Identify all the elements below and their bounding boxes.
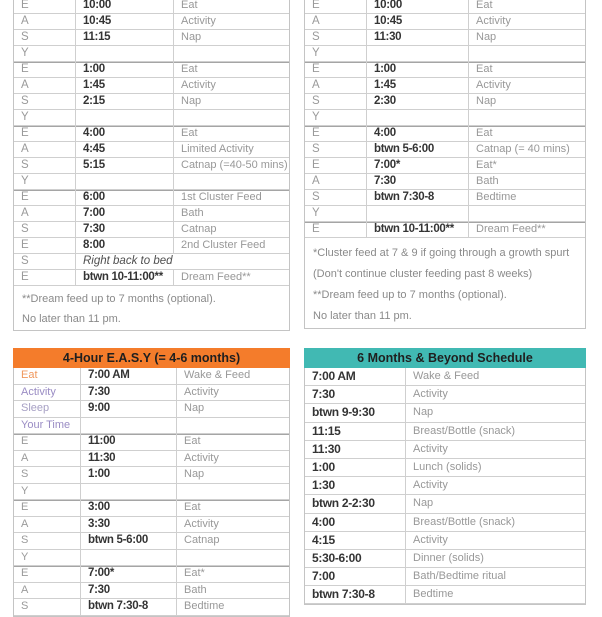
time-cell: btwn 9-9:30 xyxy=(305,404,406,421)
easy-label-cell: E xyxy=(305,126,367,141)
schedule-row xyxy=(305,78,585,94)
table-header-6months-beyond: 6 Months & Beyond Schedule xyxy=(304,348,586,368)
schedule-row xyxy=(305,110,585,126)
activity-cell: Activity xyxy=(181,15,216,27)
activity-cell: Activity xyxy=(476,79,511,91)
easy-label-cell: A xyxy=(305,174,367,189)
schedule-row xyxy=(14,190,289,206)
schedule-row xyxy=(14,14,289,30)
time-cell xyxy=(76,110,174,125)
schedule-row xyxy=(305,174,585,190)
time-cell: 11:00 xyxy=(81,434,177,450)
activity-cell: Catnap (=40-50 mins) xyxy=(181,159,288,171)
activity-cell: Bath xyxy=(181,207,204,219)
schedule-row xyxy=(14,583,289,600)
schedule-row xyxy=(305,586,585,604)
time-cell: Right back to bed xyxy=(83,255,173,267)
bottom-right-rows xyxy=(304,368,586,605)
bottom-left-rows xyxy=(13,368,290,617)
schedule-row xyxy=(305,94,585,110)
activity-cell: Eat xyxy=(476,127,493,139)
footnote-line: *Cluster feed at 7 & 9 if going through a growth spurt xyxy=(313,247,570,259)
easy-label-cell: S xyxy=(305,142,367,157)
time-cell xyxy=(81,484,177,500)
activity-cell: Eat xyxy=(181,0,198,11)
schedule-row xyxy=(14,158,289,174)
easy-label-cell: S xyxy=(305,30,367,45)
activity-cell: Dream Feed** xyxy=(476,223,546,235)
time-cell xyxy=(367,46,469,61)
easy-label-cell: E xyxy=(14,0,76,13)
table-4hour-easy xyxy=(13,348,290,617)
easy-label-cell: Eat xyxy=(14,368,81,384)
time-cell: btwn 10-11:00** xyxy=(367,222,469,237)
easy-label-cell: A xyxy=(14,451,81,467)
easy-label-cell: Y xyxy=(305,206,367,221)
time-cell xyxy=(76,46,174,61)
time-cell: 9:00 xyxy=(81,401,177,417)
activity-cell: 2nd Cluster Feed xyxy=(181,239,266,251)
activity-cell: Activity xyxy=(476,15,511,27)
time-cell: 7:30 xyxy=(367,174,469,189)
easy-label-cell: E xyxy=(14,190,76,205)
easy-label-cell: E xyxy=(14,434,81,450)
schedule-row xyxy=(305,206,585,222)
time-cell: 1:45 xyxy=(367,78,469,93)
schedule-row xyxy=(14,401,289,418)
schedule-row xyxy=(14,467,289,484)
time-cell: 7:00* xyxy=(367,158,469,173)
table-top-left-easy xyxy=(13,0,290,331)
schedule-row xyxy=(14,94,289,110)
activity-cell: Bath xyxy=(184,583,207,596)
easy-label-cell: S xyxy=(14,222,76,237)
time-cell: 1:00 xyxy=(367,62,469,77)
easy-label-cell: E xyxy=(14,566,81,582)
time-cell: 1:45 xyxy=(76,78,174,93)
activity-cell: Nap xyxy=(184,468,205,480)
schedule-row xyxy=(14,78,289,94)
easy-label-cell: Y xyxy=(14,484,81,500)
time-cell: btwn 7:30-8 xyxy=(367,190,469,205)
easy-label-cell: A xyxy=(14,206,76,221)
schedule-row xyxy=(305,126,585,142)
activity-cell: Nap xyxy=(184,402,205,414)
time-cell: 4:00 xyxy=(305,514,406,531)
activity-cell: Dinner (solids) xyxy=(413,551,484,564)
time-cell: 10:00 xyxy=(367,0,469,13)
activity-cell: Breast/Bottle (snack) xyxy=(413,424,516,437)
schedule-row xyxy=(305,222,585,238)
schedule-row xyxy=(14,434,289,451)
time-cell: 10:00 xyxy=(76,0,174,13)
time-cell: btwn 7:30-8 xyxy=(81,599,177,615)
time-cell: 11:15 xyxy=(76,30,174,45)
easy-label-cell: S xyxy=(14,254,76,269)
time-cell: 11:30 xyxy=(305,441,406,458)
easy-label-cell: E xyxy=(14,62,76,77)
schedule-row xyxy=(14,206,289,222)
activity-cell: Activity xyxy=(413,442,448,455)
easy-label-cell: A xyxy=(305,14,367,29)
activity-cell: Catnap xyxy=(181,223,217,235)
schedule-row xyxy=(14,110,289,126)
schedule-row xyxy=(305,14,585,30)
table-6months-beyond xyxy=(304,348,586,605)
schedule-row xyxy=(14,484,289,501)
schedule-row xyxy=(305,368,585,386)
schedule-row xyxy=(305,46,585,62)
schedule-row xyxy=(14,451,289,468)
time-cell: 10:45 xyxy=(76,14,174,29)
activity-cell xyxy=(469,110,585,125)
activity-cell: Eat xyxy=(181,127,198,139)
schedule-row xyxy=(305,550,585,568)
schedule-row xyxy=(14,126,289,142)
easy-label-cell: A xyxy=(14,14,76,29)
easy-label-cell: S xyxy=(14,599,81,615)
schedule-row xyxy=(14,270,289,286)
activity-cell: Eat xyxy=(476,0,493,11)
top-right-footnotes xyxy=(305,238,585,328)
time-cell: 5:15 xyxy=(76,158,174,173)
activity-cell xyxy=(177,418,289,434)
activity-cell: Catnap xyxy=(184,534,220,546)
activity-cell: Nap xyxy=(181,31,202,43)
schedule-row xyxy=(14,533,289,550)
activity-cell: Activity xyxy=(184,385,219,398)
activity-cell: Eat* xyxy=(184,567,205,579)
activity-cell: Breast/Bottle (snack) xyxy=(413,515,516,528)
easy-label-cell: S xyxy=(305,94,367,109)
activity-cell: Bedtime xyxy=(184,600,225,612)
time-cell: 1:30 xyxy=(305,477,406,494)
easy-label-cell: A xyxy=(305,78,367,93)
activity-cell: Activity xyxy=(184,451,219,464)
schedule-row xyxy=(14,599,289,616)
activity-cell xyxy=(174,174,289,189)
footnote-line: No later than 11 pm. xyxy=(22,313,121,325)
activity-cell: Activity xyxy=(413,533,448,546)
schedule-row xyxy=(14,30,289,46)
easy-label-cell: E xyxy=(14,500,81,516)
activity-cell: Eat* xyxy=(476,159,497,171)
easy-label-cell: E xyxy=(305,0,367,13)
activity-cell: Nap xyxy=(181,95,202,107)
time-cell: 6:00 xyxy=(76,190,174,205)
easy-label-cell: S xyxy=(305,190,367,205)
time-cell: 3:30 xyxy=(81,517,177,533)
time-cell: 11:30 xyxy=(367,30,469,45)
schedule-row xyxy=(305,532,585,550)
footnote-line: No later than 11 pm. xyxy=(313,310,412,322)
activity-cell: Wake & Feed xyxy=(413,370,480,382)
activity-cell: Nap xyxy=(413,406,434,419)
time-cell: btwn 2-2:30 xyxy=(305,495,406,512)
activity-cell xyxy=(469,46,585,61)
footnote-line: **Dream feed up to 7 months (optional). xyxy=(313,289,507,301)
time-cell: 1:00 xyxy=(81,467,177,483)
easy-label-cell: E xyxy=(14,238,76,253)
activity-cell: Catnap (= 40 mins) xyxy=(476,143,570,155)
easy-label-cell: Y xyxy=(14,174,76,189)
schedule-row xyxy=(14,0,289,14)
time-cell: 7:30 xyxy=(305,386,406,403)
activity-cell: Activity xyxy=(413,388,448,401)
activity-cell: Activity xyxy=(413,479,448,492)
table-header-4hour-easy: 4-Hour E.A.S.Y (= 4-6 months) xyxy=(13,348,290,368)
easy-label-cell: E xyxy=(305,158,367,173)
table-top-right-easy xyxy=(304,0,586,329)
time-cell: 7:00 xyxy=(305,568,406,585)
activity-cell: Dream Feed** xyxy=(181,271,251,283)
easy-label-cell: A xyxy=(14,583,81,599)
activity-cell: Nap xyxy=(476,95,497,107)
easy-label-cell: E xyxy=(14,270,76,285)
schedule-row xyxy=(14,500,289,517)
easy-label-cell: S xyxy=(14,533,81,549)
easy-label-cell: Your Time xyxy=(14,418,81,434)
footnote-line: **Dream feed up to 7 months (optional). xyxy=(22,293,216,305)
time-cell: btwn 5-6:00 xyxy=(367,142,469,157)
easy-label-cell: E xyxy=(14,126,76,141)
schedule-row xyxy=(14,142,289,158)
easy-label-cell: A xyxy=(14,517,81,533)
top-right-rows xyxy=(305,0,585,238)
schedule-row xyxy=(305,0,585,14)
activity-cell: Bath xyxy=(476,175,499,187)
activity-cell: Lunch (solids) xyxy=(413,460,482,473)
easy-label-cell: Y xyxy=(305,46,367,61)
schedule-row xyxy=(14,254,289,270)
time-cell: 10:45 xyxy=(367,14,469,29)
activity-cell: Bedtime xyxy=(476,191,517,203)
activity-cell: Eat xyxy=(184,435,201,447)
time-cell: 2:15 xyxy=(76,94,174,109)
time-cell: btwn 10-11:00** xyxy=(76,270,174,285)
activity-cell xyxy=(174,46,289,61)
activity-cell xyxy=(469,206,585,221)
schedule-row xyxy=(14,550,289,567)
time-cell: 4:15 xyxy=(305,532,406,549)
schedule-row xyxy=(14,174,289,190)
activity-cell: Bath/Bedtime ritual xyxy=(413,570,506,583)
activity-cell: Eat xyxy=(476,63,493,75)
time-cell: 7:00 AM xyxy=(305,368,406,385)
easy-label-cell: A xyxy=(14,142,76,157)
activity-cell: Bedtime xyxy=(413,588,454,601)
activity-cell: Wake & Feed xyxy=(184,369,251,381)
schedule-row xyxy=(305,441,585,459)
easy-label-cell: Activity xyxy=(14,385,81,401)
easy-label-cell: S xyxy=(14,94,76,109)
schedule-row xyxy=(305,514,585,532)
time-cell xyxy=(81,418,177,434)
footnote-line: (Don't continue cluster feeding past 8 weeks) xyxy=(313,268,533,280)
easy-label-cell: S xyxy=(14,467,81,483)
time-cell: 7:00* xyxy=(81,566,177,582)
schedule-row xyxy=(14,46,289,62)
schedule-row xyxy=(305,30,585,46)
activity-cell: Activity xyxy=(181,79,216,91)
time-cell xyxy=(81,550,177,566)
easy-label-cell: Y xyxy=(14,110,76,125)
time-cell: 7:30 xyxy=(81,583,177,599)
easy-label-cell: Y xyxy=(305,110,367,125)
easy-label-cell: Y xyxy=(14,550,81,566)
time-cell: 8:00 xyxy=(76,238,174,253)
easy-label-cell: E xyxy=(305,222,367,237)
time-cell: 3:00 xyxy=(81,500,177,516)
time-cell: 7:30 xyxy=(76,222,174,237)
schedule-row xyxy=(305,404,585,422)
activity-cell xyxy=(177,484,289,500)
schedule-row xyxy=(14,385,289,402)
schedule-row xyxy=(14,517,289,534)
schedule-row xyxy=(305,190,585,206)
time-cell: 5:30-6:00 xyxy=(305,550,406,567)
activity-cell xyxy=(177,550,289,566)
schedule-row xyxy=(305,459,585,477)
schedule-row xyxy=(305,62,585,78)
activity-cell: Eat xyxy=(181,63,198,75)
activity-cell: Activity xyxy=(184,517,219,530)
activity-cell: 1st Cluster Feed xyxy=(181,191,262,203)
schedule-row xyxy=(14,238,289,254)
activity-cell: Limited Activity xyxy=(181,143,254,155)
easy-label-cell: Sleep xyxy=(14,401,81,417)
top-left-rows xyxy=(14,0,289,286)
schedule-row xyxy=(305,158,585,174)
schedule-row xyxy=(14,418,289,435)
easy-label-cell: E xyxy=(305,62,367,77)
activity-cell: Nap xyxy=(413,497,434,510)
easy-label-cell: Y xyxy=(14,46,76,61)
time-cell xyxy=(76,174,174,189)
time-cell: btwn 5-6:00 xyxy=(81,533,177,549)
schedule-row xyxy=(14,368,289,385)
top-left-footnotes xyxy=(14,286,289,330)
easy-label-cell: S xyxy=(14,158,76,173)
easy-label-cell: A xyxy=(14,78,76,93)
time-cell: btwn 7:30-8 xyxy=(305,586,406,603)
time-cell: 7:00 AM xyxy=(81,368,177,384)
schedule-row xyxy=(305,386,585,404)
schedule-row xyxy=(305,568,585,586)
time-cell: 7:00 xyxy=(76,206,174,221)
time-cell: 1:00 xyxy=(305,459,406,476)
time-cell: 1:00 xyxy=(76,62,174,77)
easy-label-cell: S xyxy=(14,30,76,45)
schedule-row xyxy=(305,142,585,158)
time-cell xyxy=(367,206,469,221)
schedule-row xyxy=(14,222,289,238)
schedule-row xyxy=(305,477,585,495)
schedule-row xyxy=(305,495,585,513)
activity-cell: Eat xyxy=(184,501,201,513)
activity-cell xyxy=(174,110,289,125)
activity-cell: Nap xyxy=(476,31,497,43)
schedule-row xyxy=(14,62,289,78)
time-cell: 11:30 xyxy=(81,451,177,467)
schedule-row xyxy=(305,423,585,441)
time-cell: 11:15 xyxy=(305,423,406,440)
time-cell: 4:00 xyxy=(367,126,469,141)
time-cell: 7:30 xyxy=(81,385,177,401)
time-cell xyxy=(367,110,469,125)
time-cell: 4:00 xyxy=(76,126,174,141)
time-cell: 2:30 xyxy=(367,94,469,109)
time-cell: 4:45 xyxy=(76,142,174,157)
schedule-row xyxy=(14,566,289,583)
